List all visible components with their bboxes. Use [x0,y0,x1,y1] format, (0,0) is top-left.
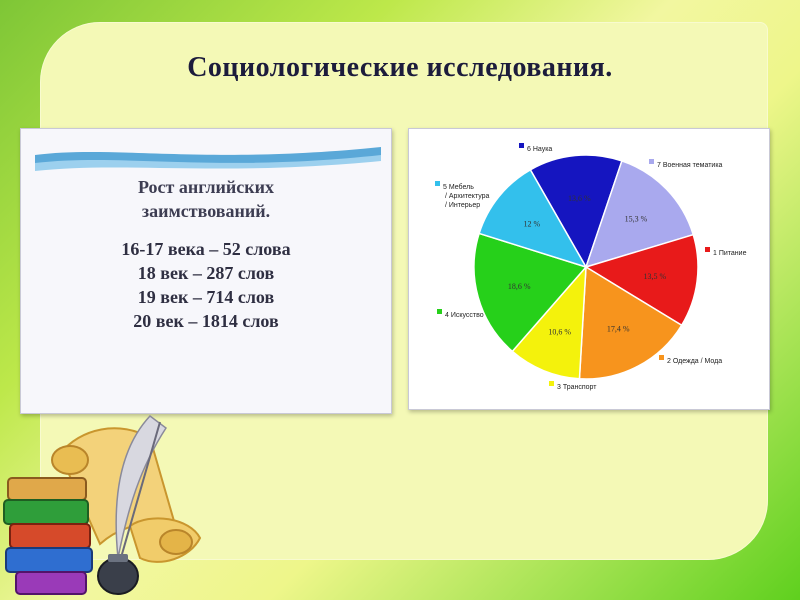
card-heading-line: заимствований. [141,201,271,221]
legend-label: 4 Искусство [445,312,484,319]
slice-percent-label: 17,4 % [606,324,630,334]
legend-label: 5 Мебель / Архитектура / Интерьер [443,184,490,209]
pie-chart [409,129,769,409]
scroll-books-quill-illustration [0,408,210,600]
chart-card [408,128,770,410]
list-item: 16-17 века – 52 слова [121,239,291,259]
card-list [21,237,391,333]
legend-label: 2 Одежда / Мода [667,358,723,365]
legend-swatch [659,355,664,360]
legend-label: 6 Наука [527,146,553,153]
slide-title: Социологические исследования. [187,52,613,83]
text-card [20,128,392,414]
slice-percent-label: 15,3 % [624,214,648,224]
list-item: 19 век – 714 слов [137,287,275,307]
legend-swatch [549,381,554,386]
slice-percent-label: 13,5 % [643,271,667,281]
slice-percent-label: 10,6 % [548,327,572,337]
legend-swatch [435,181,440,186]
legend-swatch [519,143,524,148]
slice-percent-label: 13,6 % [567,193,591,203]
slice-percent-label: 12 % [523,219,541,229]
slice-percent-label: 18,6 % [507,281,531,291]
legend-swatch [649,159,654,164]
list-item: 18 век – 287 слов [137,263,275,283]
legend-label: 3 Транспорт [557,384,597,391]
card-heading [21,175,391,223]
legend-swatch [705,247,710,252]
legend-swatch [437,309,442,314]
card-heading-line: Рост английских [137,177,275,197]
legend-label: 7 Военная тематика [657,162,723,169]
wave-decoration [35,143,381,175]
legend-label: 1 Питание [713,250,747,257]
list-item: 20 век – 1814 слов [133,311,279,331]
